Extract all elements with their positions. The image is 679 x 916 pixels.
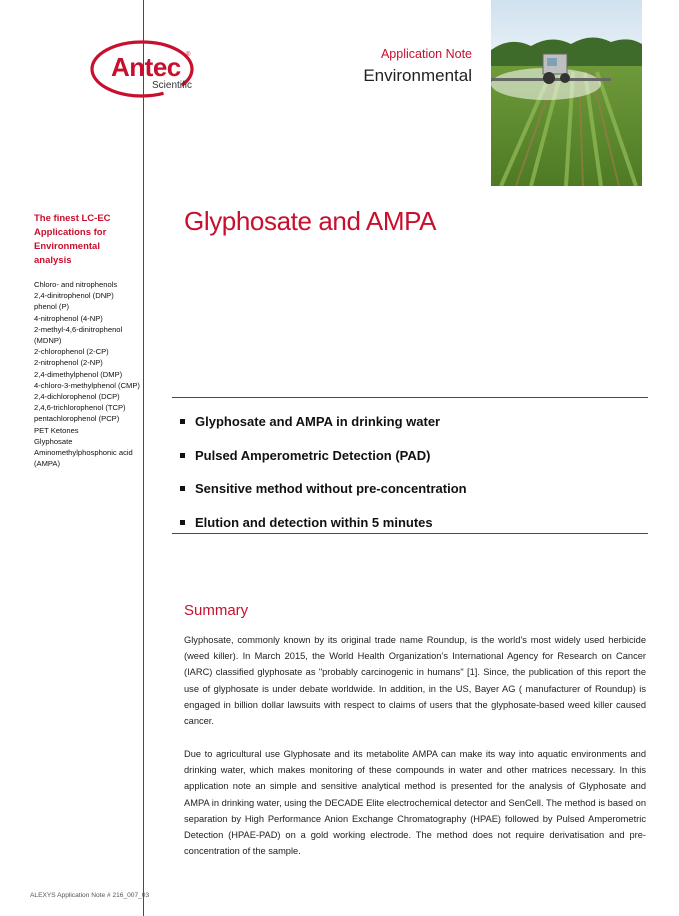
sidebar-item: 2-methyl-4,6-dinitrophenol (MDNP) — [34, 324, 123, 346]
page-title: Glyphosate and AMPA — [184, 206, 437, 236]
highlight-text: Elution and detection within 5 minutes — [195, 514, 433, 530]
logo-subtitle: Scientific — [152, 80, 193, 91]
highlight-item — [180, 472, 467, 506]
sidebar-item: 2-chlorophenol (2-CP) — [34, 347, 109, 357]
logo-registered-mark: ® — [186, 52, 191, 58]
sidebar-item: Aminomethylphosphonic acid (AMPA) — [34, 448, 133, 469]
sidebar-item: phenol (P) — [34, 302, 70, 312]
highlight-text: Pulsed Amperometric Detection (PAD) — [195, 447, 431, 463]
sidebar-item: 2,4-dinitrophenol (DNP) — [34, 291, 114, 301]
bullet-square-icon — [180, 520, 185, 525]
sidebar-item: PET Ketones — [34, 425, 79, 435]
sidebar-title: The finest LC-EC Applications for Environmental analysis — [34, 213, 111, 266]
summary-paragraph-2: Due to agricultural use Glyphosate and its metabolite AMPA can make its way into aquatic environments and drinking water, which makes monitoring of these compounds in water and other matrices necessary. In this application note an simple and sensitive analytical method is presented for the analysis of Glyphosate and AMPA in drinking water, using the DECADE Elite electrochemical detector and SenCell. The method is based on separation by High Performance Anion Exchange Chromatography (HPAE) followed by Pulsed Amperometric Detection (HPAE-PAD) on a gold working electrode. The method does not require derivatisation and pre-concentration of the sample. — [184, 749, 646, 857]
sidebar-item: 2,4-dichlorophenol (DCP) — [34, 392, 120, 402]
field-spraying-photo — [491, 0, 642, 186]
summary-paragraph-1: Glyphosate, commonly known by its original trade name Roundup, is the world’s most widely used herbicide (weed killer). In March 2015, the World Health Organization’s International Agency for Research on Cancer (IARC) classified glyphosate as "probably carcinogenic in humans" [1]. Since, the publication of this report the use of glyphosate is under debate worldwide. In addition, in the US, Bayer AG ( manufacturer of Roundup) is engaged in billion dollar lawsuits with respect to claims of users that the glyphosate-based weed killer caused cancer. — [184, 635, 646, 727]
bullet-square-icon — [180, 419, 185, 424]
footer-document-code: ALEXYS Application Note # 216_007_03 — [30, 892, 150, 899]
highlights-list — [180, 405, 467, 539]
highlight-item — [180, 439, 467, 473]
summary-heading: Summary — [184, 602, 249, 619]
highlights-top-rule — [172, 397, 648, 398]
app-category: Environmental — [363, 66, 472, 85]
vertical-divider — [143, 0, 144, 916]
app-note-label: Application Note — [380, 47, 472, 61]
sidebar-item: 2,4,6-trichlorophenol (TCP) — [34, 403, 126, 413]
sidebar-item: Chloro- and nitrophenols — [34, 280, 118, 289]
antec-logo — [90, 38, 200, 104]
sidebar-item: 2,4-dimethylphenol (DMP) — [34, 369, 123, 379]
highlight-text: Sensitive method without pre-concentration — [195, 481, 467, 497]
sidebar-item: 4-nitrophenol (4-NP) — [34, 313, 103, 323]
highlight-text: Glyphosate and AMPA in drinking water — [195, 414, 441, 430]
highlight-item — [180, 405, 467, 439]
bullet-square-icon — [180, 486, 185, 491]
sidebar-item: pentachlorophenol (PCP) — [34, 414, 120, 424]
sidebar-item: 4-chloro-3-methylphenol (CMP) — [34, 380, 140, 390]
sidebar-item: Glyphosate — [34, 436, 73, 446]
highlights-bottom-rule — [172, 533, 648, 534]
logo-brand: Antec — [111, 52, 181, 82]
sidebar-item: 2-nitrophenol (2-NP) — [34, 358, 103, 368]
sidebar-application-list — [34, 279, 142, 469]
bullet-square-icon — [180, 453, 185, 458]
